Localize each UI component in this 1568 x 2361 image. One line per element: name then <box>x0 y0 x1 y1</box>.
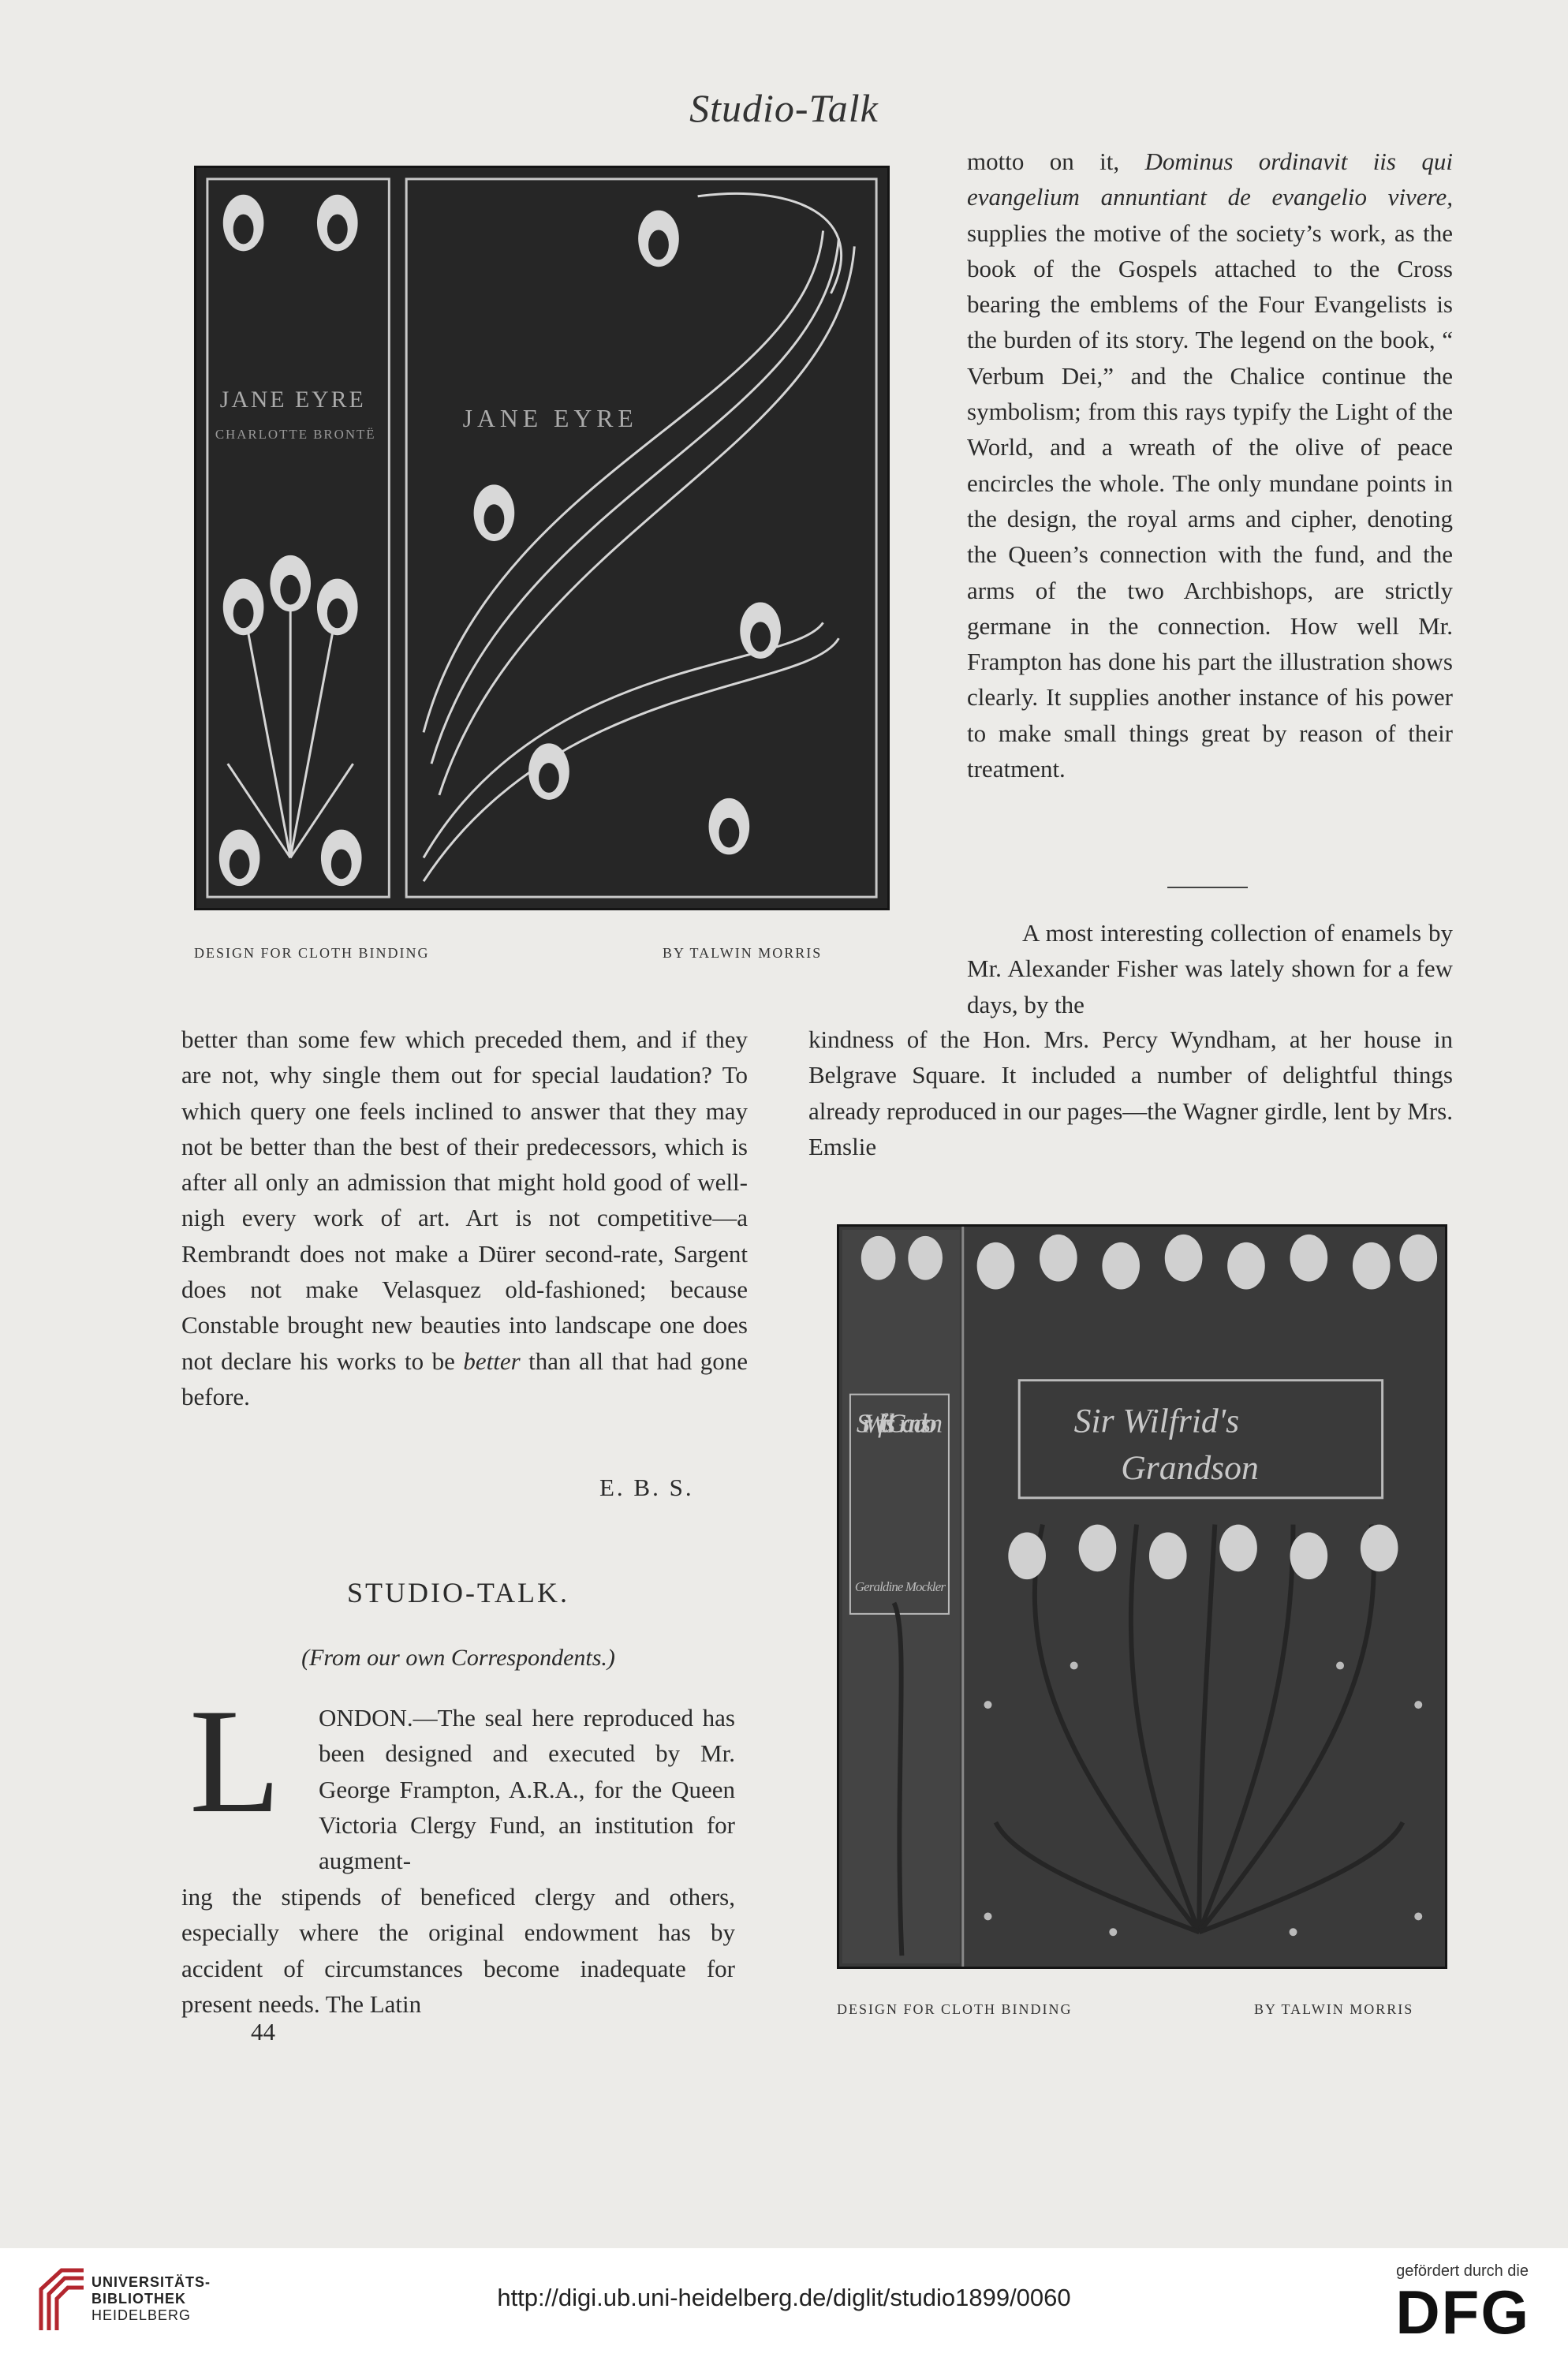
library-name-line3: HEIDELBERG <box>91 2307 192 2323</box>
caption-1-left: DESIGN FOR CLOTH BINDING <box>194 945 430 961</box>
sir-wilfrids-grandson-binding-illustration <box>837 1224 1447 1969</box>
london-paragraph: ONDON.—The seal here reproduced has been designed and executed by Mr. George Frampton, A.R.A., for the Queen Victoria Clergy Fund, an institution for augment- <box>319 1704 735 1875</box>
digital-library-url[interactable]: http://digi.ub.uni-heidelberg.de/diglit/studio1899/0060 <box>497 2284 1071 2311</box>
section-title: STUDIO-TALK. <box>346 1577 570 1608</box>
caption-2-left: DESIGN FOR CLOTH BINDING <box>837 2001 1073 2017</box>
jane-eyre-binding-illustration <box>194 166 890 910</box>
dfg-logo: DFG <box>1395 2277 1530 2347</box>
left-column-text <box>181 1022 748 1414</box>
wilfrid-spine-author: Geraldine Mockler <box>854 1579 946 1595</box>
caption-2-right: BY TALWIN MORRIS <box>1254 2001 1414 2017</box>
section-subtitle: (From our own Correspondents.) <box>301 1645 615 1671</box>
right-top-text-a: motto on it, <box>967 148 1145 175</box>
wilfrid-cover-line1: Sir Wilfrid's <box>1073 1402 1240 1440</box>
library-name-line1: UNIVERSITÄTS- <box>91 2274 211 2290</box>
jane-eyre-cover-title: JANE EYRE <box>462 404 638 432</box>
wilfrid-cover-line2: Grandson <box>1121 1448 1259 1487</box>
london-paragraph-cont: ing the stipends of beneficed clergy and others, especially where the original endowment has by accident of circumstances become inadequate for present needs. The Latin <box>181 1883 735 2018</box>
right-top-text-b: supplies the motive of the society’s work, as the book of the Gospels attached to the Cross bearing the emblems of the Four Evangelists is the burden of its story. The legend on the book, “ Verbum Dei,” and the Chalice continue the symbolism; from this rays typify the Light of the World, and a wreath of the olive of peace encircles the whole. The only mundane points in the design, the royal arms and cipher, denoting the Queen’s connection with the fund, and the arms of the two Archbishops, are strictly germane in the connection. How well Mr. Frampton has done his part the illustration shows clearly. It supplies another instance of his power to make small things great by reason of their treatment. <box>967 219 1453 783</box>
wilfrid-spine-title: Sir Wilfrid's Grand: son <box>856 1409 943 1439</box>
author-signature: E. B. S. <box>599 1474 694 1501</box>
running-head: Studio-Talk <box>689 86 879 130</box>
jane-eyre-spine-title: JANE EYRE <box>219 387 366 413</box>
fisher-paragraph: A most interesting collection of enamels by Mr. Alexander Fisher was lately shown for a few days, by the <box>967 919 1453 1018</box>
caption-1-right: BY TALWIN MORRIS <box>663 945 823 961</box>
page-number: 44 <box>251 2018 275 2045</box>
left-text-b: than all that had gone before. <box>181 1347 748 1410</box>
section-rule <box>1167 887 1248 888</box>
right-column-top-text <box>967 144 1453 786</box>
funded-by-label: gefördert durch die <box>1396 2262 1529 2280</box>
left-text-a: better than some few which preceded them, and if they are not, why single them out for special laudation? To which query one feels inclined to answer that they may not be better than the best of their predecessors, which is after all only an admission that might hold good of well-nigh every work of art. Art is not competitive—a Rembrandt does not make a Dürer second-rate, Sargent does not make Velasquez old-fashioned; because Constable brought new beauties into landscape one does not declare his works to be <box>181 1025 748 1375</box>
wide-text-continued: kindness of the Hon. Mrs. Percy Wyndham, at her house in Belgrave Square. It included a number of delightful things already reproduced in our pages—the Wagner girdle, lent by Mrs. Emslie <box>808 1025 1453 1160</box>
drop-cap: L <box>189 1679 282 1844</box>
library-name-line2: BIBLIOTHEK <box>91 2291 186 2307</box>
emphasis-better: better <box>463 1347 521 1375</box>
jane-eyre-spine-author: CHARLOTTE BRONTË <box>215 426 376 442</box>
latin-motto: Dominus ordinavit iis qui evangelium annuntiant de evangelio vivere, <box>967 148 1453 211</box>
